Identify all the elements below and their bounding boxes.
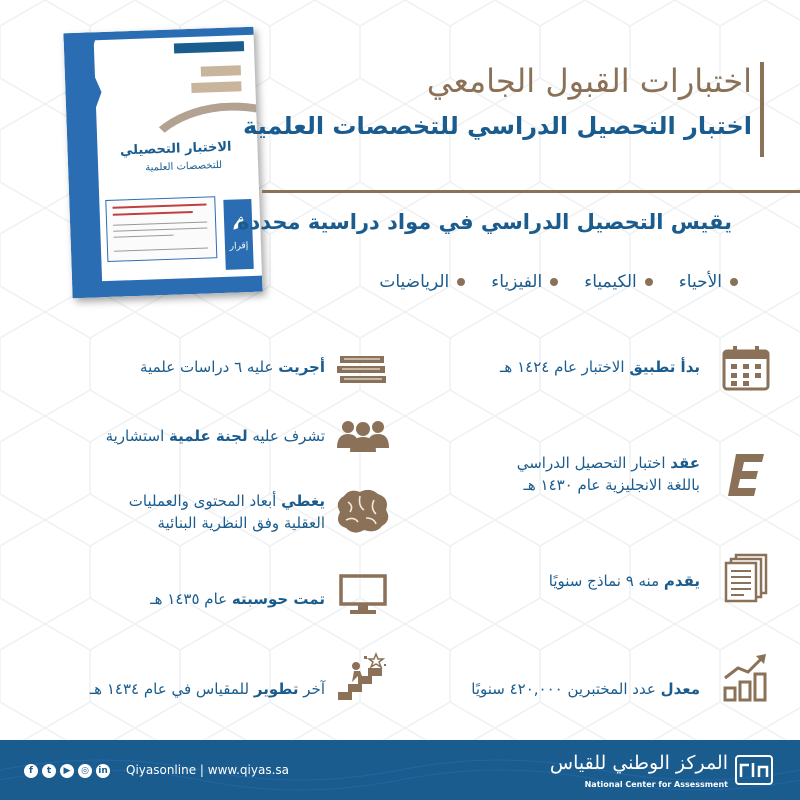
booklet-subtitle: للتخصصات العلمية [145, 159, 223, 174]
letter-e-icon [726, 452, 766, 498]
page-subtitle: اختبار التحصيل الدراسي للتخصصات العلمية [243, 112, 752, 140]
computer-icon [338, 574, 388, 616]
booklet-logo [174, 41, 244, 53]
fact-scientific-studies: أجريت عليه ٦ دراسات علمية [140, 358, 325, 376]
header-divider [262, 190, 800, 193]
footer-logo-english: National Center for Assessment [584, 780, 728, 789]
facebook-icon[interactable]: f [24, 764, 38, 778]
fact-advisory-committee: تشرف عليه لجنة علمية استشارية [105, 427, 325, 445]
twitter-icon[interactable]: t [42, 764, 56, 778]
committee-icon [336, 418, 390, 452]
page-title: اختبارات القبول الجامعي [426, 62, 752, 100]
footer-contact-link[interactable]: Qiyasonline | www.qiyas.sa [126, 763, 289, 777]
subject-item: الكيمياء [584, 272, 653, 292]
subject-item: الفيزياء [491, 272, 558, 292]
growth-chart-icon [722, 652, 770, 702]
books-icon [336, 355, 388, 385]
booklet-title: الاختبار التحصيلي [119, 139, 232, 159]
exam-booklet-image [63, 27, 262, 298]
fact-forms-per-year: يقدم منه ٩ نماذج سنويًا [548, 572, 700, 590]
subject-item: الرياضيات [379, 272, 465, 292]
stairs-development-icon [336, 652, 388, 702]
fact-computerized: تمت حوسبته عام ١٤٣٥ هـ [150, 590, 325, 608]
booklet-tab-label: إقرار [229, 241, 249, 252]
fact-content-dimensions: يغطي أبعاد المحتوى والعمليات العقلية وفق النظرية البنائية [128, 492, 325, 532]
qiyas-logo-icon [735, 755, 773, 785]
fact-start-year: بدأ تطبيق الاختبار عام ١٤٢٤ هـ [500, 358, 700, 376]
fact-last-development: آخر تطوير للمقياس في عام ١٤٣٤ هـ [89, 680, 325, 698]
documents-icon [724, 553, 768, 603]
calendar-icon [722, 345, 770, 391]
footer-logo-arabic: المركز الوطني للقياس [549, 752, 728, 774]
social-links [24, 764, 110, 778]
subject-item: الأحياء [679, 272, 738, 292]
linkedin-icon[interactable]: in [96, 764, 110, 778]
brain-icon [330, 488, 392, 536]
fact-test-takers: معدل عدد المختبرين ٤٢٠,٠٠٠ سنويًا [471, 680, 700, 698]
instagram-icon[interactable]: ◎ [78, 764, 92, 778]
measures-statement: يقيس التحصيل الدراسي في مواد دراسية محددة [237, 210, 732, 234]
subjects-list [379, 272, 738, 292]
title-accent-bar [760, 62, 764, 157]
booklet-notice-box [105, 196, 217, 262]
fact-english-version: عقد اختبار التحصيل الدراسي باللغة الانجليزية عام ١٤٣٠ هـ [516, 454, 700, 494]
youtube-icon[interactable]: ▶ [60, 764, 74, 778]
